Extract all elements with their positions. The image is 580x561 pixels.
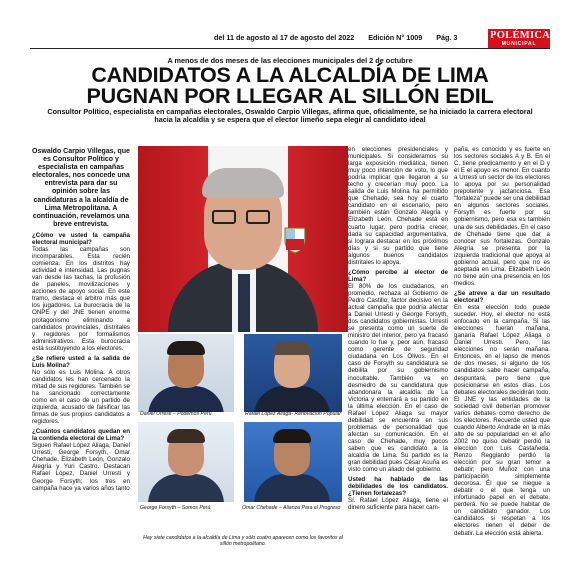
- caption-daniel-urresti: Daniel Urresti – Podemos Perú.: [140, 411, 213, 417]
- publication-logo: [488, 29, 550, 49]
- page-header: [0, 0, 580, 48]
- coat-of-arms-icon: [283, 226, 307, 254]
- article-subhead: Consultor Político, especialista en campañas electorales, Oswaldo Carpio Villegas, afirma que, oficialmente, se ha iniciado la carrera electoral hacia la alcaldía y se espera que el elector limeño sepa elegir al candidato ideal: [47, 107, 533, 125]
- interview-answer: Todas las campañas son incomparables. Esta recién comienza. En los distritos hay actividad e intensidad. Las pugnas van desde las tachas, la profusión de paneles, movilizaciones y acciones de apoyo social. En este tramo, destaca el árbitro más que los jugadores. La burocracia de la ONPE y del JNE tienen enorme protagonismo eliminando a candidatos provinciales, distritales y regidores por formalismos administrativos. Esta burocracia está sustituyendo a los electores.: [32, 246, 130, 352]
- edition-number: Edición N° 1009: [368, 33, 423, 42]
- glasses-icon: [212, 210, 274, 224]
- issue-date-range: del 11 de agosto al 17 de agosto del 2022: [214, 33, 355, 42]
- qa-block-col3: [348, 146, 448, 511]
- photo-daniel-urresti: [138, 334, 234, 412]
- text-column-4: [454, 146, 550, 537]
- interview-answer: No sólo es Luis Molina. A otros candidatos les han cercenado la mitad de sus regidores. También se ha sancionado correctamente como en el caso de un partido de izquierda, acusado de falsificar las firmas de sus propios candidatos a regidores.: [32, 368, 130, 426]
- interview-question: Usted ha hablado de las debilidades de los candidatos. ¿Tienen fortalezas?: [348, 476, 448, 498]
- headline-line-1: CANDIDATOS A LA ALCALDÍA DE LIMA: [91, 63, 489, 87]
- interview-answer: paña, es conocido y es fuerte en los sectores sociales A y B. En el C, tiene predicamento y en el D y el E el apoyo es menor. En cuanto a Urresti un sector de los electores lo apoya por su personalidad prepotente y jactanciosa. Esa "fortaleza" puede ser una debilidad en algunos sectores sociales. Forsyth es fuerte por su gobiernismo, pero esa es también una de sus debilidades. En el caso de Chehade tiene que dar a conocer sus fortalezas. Gonzalo Alegría se presenta por la izquierda tradicional que apoya al gobierno actual, pero que no es aceptada en Lima. Elizabeth León no tiene aún una presencia en los medios.: [454, 146, 550, 287]
- qa-block-col1: [32, 232, 130, 492]
- logo-top-text: POLÉMICA: [490, 30, 551, 41]
- article-intro: Oswaldo Carpio Villegas, que es Consultor Político y especialista en campañas electorales, nos concede una entrevista para dar su opinión sobre las candidaturas a la alcaldía de Lima Metropolitana. A continuación, revelamos una breve entrevista.: [32, 148, 130, 228]
- interview-answer: En esta elección todo puede suceder. Hoy, el elector no está enfocado en la campaña. Si las elecciones fueran mañana, ganaría Rafael López Aliaga o Daniel Urresti. Pero, las elecciones no serán mañana. Entonces, en el lapso de menos de dos meses, si alguno de los candidatos sabe hacer campaña, despuntará, pero tiene que posicionarse en estos días. Los debates electorales decidirán todo. El JNE y las entidades de la sociedad civil deberían promover varios debates como derecho de los electores. Recuerde usted que cuando Alberto Andrade en la más alto de su popularidad en el año 2002 no quiso debatir perdió la elección con Luis Castañeda. Renzo Reggiardo perdió la elección por su gran temor a debatir; pero Muñoz con una participación simplemente decorosa. Él que se niegue a debatir o el que tenga un infortunado papel en el debate, perderá. No se puede habitar de un candidato ganador. Los candidatos si respetan a los electores tienen el deber de debatir. La elección está abierta.: [454, 304, 550, 537]
- photo-george-forsyth: [138, 422, 234, 502]
- interview-question: ¿Cuántos candidatos quedan en la contienda electoral de Lima?: [32, 428, 130, 443]
- qa-block-col4: [454, 146, 550, 537]
- photo-group-caption: Hay siete candidatos a la alcaldía de Lima y sólo cuatro aparecen como los favoritos al sillón metropolitano.: [143, 535, 343, 547]
- interview-question: ¿Cómo ve usted la campaña electoral municipal?: [32, 231, 130, 246]
- article-kicker: A menos de dos meses de las elecciones municipales del 2 de octubre: [167, 56, 413, 65]
- interview-answer: Siguen Rafael López Aliaga, Daniel Urresti, George Forsyth, Omar Chehade, Elizabeth León, Gonzalo Alegría y Yuri Castro. Destacan Rafael López, Daniel Urresti y George Forsyth; los tres en campaña hace ya varios años tanto: [32, 442, 130, 492]
- caption-george-forsyth: George Forsyth – Somos Perú.: [140, 505, 212, 511]
- article-headline: [0, 65, 580, 107]
- interview-answer: El 80% de los ciudadanos, en promedio, rechaza al Gobierno de Pedro Castillo; factor decisivo en la actual campaña que podría afectar a Daniel Urresti y George Forsyth, dos candidatos gobiernistas. Urresti se presenta como un suerte de ministro del interior, pero ya fracasó cuando lo fue y, peor aún, fracasó como gerente de seguridad ciudadana en Los Olivos. En el caso de Forsyth su candidatura se debilita por su gobiernismo inocultable. También va en desmedro de su candidatura que abandonara la alcaldía de La Victoria y enterrará a su partido en la última elección. En el caso de Rafael López Aliaga su mayor debilidad se encuentra en sus problemas de personalidad que afectan su comunicación. En el caso de Chehade, muy pocos saben que es candidato a la alcaldía de Lima. Su partido es la gran debilidad pues César Acuña es visto como un aliado del gobierno.: [348, 282, 448, 474]
- main-photo-oswaldo-carpio: [138, 146, 348, 332]
- caption-omar-chehade: Omar Chehade – Alianza Para el Progreso: [242, 505, 341, 511]
- interview-question: ¿Cómo percibe al elector de Lima?: [348, 268, 448, 283]
- header-meta: [214, 33, 469, 42]
- page-number: Pág. 3: [436, 33, 458, 42]
- interview-question: ¿Se atreve a dar un resultado electoral?: [454, 289, 550, 304]
- person-hair: [202, 168, 284, 198]
- logo-bottom-text: MUNICIPAL: [501, 41, 537, 47]
- interview-question: ¿Se refiere usted a la salida de Luis Molina?: [32, 354, 130, 369]
- interview-answer: en elecciones presidenciales y municipales. Si consideramos su larga exposición mediática, tienen muy poco intención de voto, lo que podría implicar que llegaron a su techo y crecerían muy poco. La salida de Luis Molina ha permitido que Chehade, sea hoy el cuarto candidato en el escenario, pero también están Gonzalo Alegría y Elizabeth León. Chehade está en cuarto lugar, pero podría crecer, dada su capacidad argumentativa, si lograra destacar en los próximos días y si su partido que tiene algunos buenos candidatos distritales lo apoya.: [348, 146, 448, 266]
- person-tie: [238, 274, 250, 332]
- header-divider: [30, 48, 550, 49]
- headline-line-2: PUGNAN POR LLEGAR AL SILLÓN EDIL: [86, 84, 494, 108]
- caption-rafael-lopez-aliaga: Rafael López Aliaga- Renovación Popular: [245, 411, 342, 417]
- text-column-1: [32, 148, 130, 492]
- photo-omar-chehade: [244, 422, 342, 502]
- text-column-3: [348, 146, 448, 511]
- photo-rafael-lopez-aliaga: [244, 334, 342, 412]
- interview-answer: Sí. Rafael López Aliaga, tiene el dinero suficiente para hacer cam-: [348, 497, 448, 512]
